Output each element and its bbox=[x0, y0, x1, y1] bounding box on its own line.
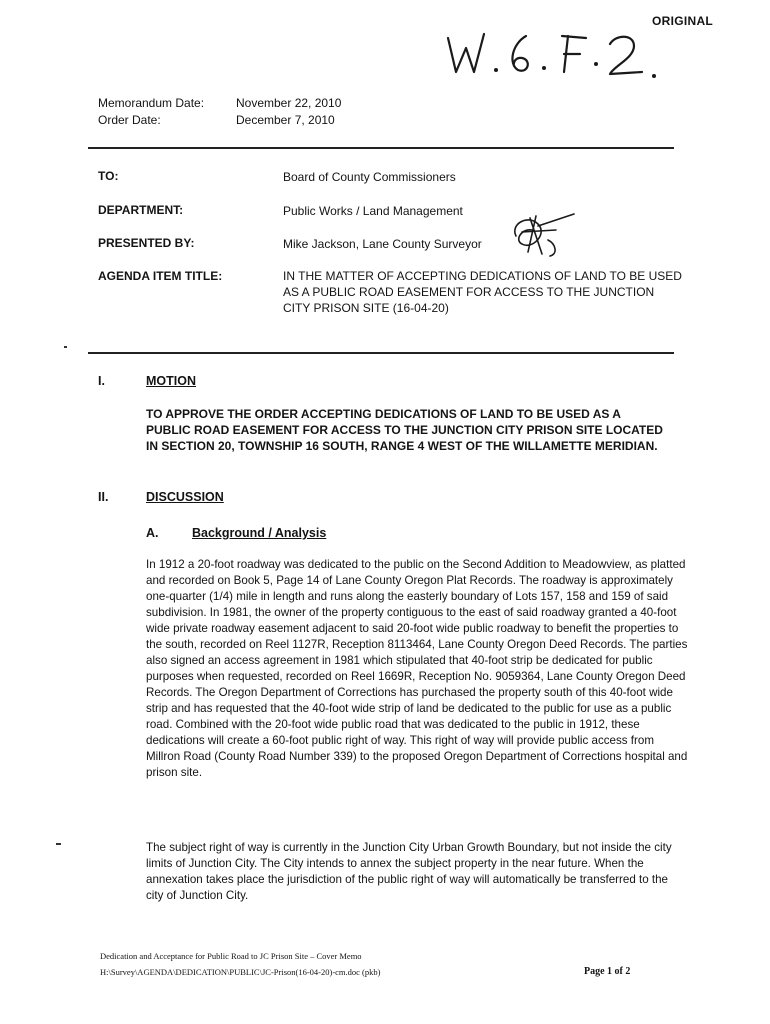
section-2-title: DISCUSSION bbox=[146, 490, 224, 504]
page-number: Page 1 of 2 bbox=[584, 966, 631, 977]
footer-line-2: H:\Survey\AGENDA\DEDICATION\PUBLIC\JC-Prison(16-04-20)-cm.doc (pkb) bbox=[100, 967, 381, 977]
presented-by-value: Mike Jackson, Lane County Surveyor bbox=[283, 237, 482, 251]
order-date-label: Order Date: bbox=[98, 113, 161, 127]
department-value: Public Works / Land Management bbox=[283, 204, 463, 218]
memo-date-value: November 22, 2010 bbox=[236, 96, 342, 110]
section-divider bbox=[88, 352, 674, 354]
header-divider bbox=[88, 147, 674, 149]
subsection-a-title: Background / Analysis bbox=[192, 526, 327, 540]
original-stamp: ORIGINAL bbox=[652, 14, 714, 28]
scan-speck bbox=[64, 346, 67, 348]
motion-text: TO APPROVE THE ORDER ACCEPTING DEDICATIONS OF LAND TO BE USED AS A PUBLIC ROAD EASEMENT FOR ACCESS TO THE JUNCTION CITY PRISON SITE LOCATED IN SECTION 20, TOWNSHIP 16 SOUTH, RANGE 4 WEST OF THE WILLAMETTE MERIDIAN. bbox=[146, 407, 663, 453]
memo-date-label: Memorandum Date: bbox=[98, 96, 205, 110]
handwritten-reference bbox=[440, 18, 670, 84]
background-paragraph-1: In 1912 a 20-foot roadway was dedicated to the public on the Second Addition to Meadowview, as platted and recorded on Book 5, Page 14 of Lane County Oregon Plat Records. The roadway is approximately one-quarter (1/4) mile in length and runs along the easterly boundary of Lots 157, 158 and 159 of said subdivision. In 1981, the owner of the property contiguous to the east of said roadway granted a 40-foot wide private roadway easement adjacent to said 20-foot wide public roadway to benefit the properties to the south, recorded on Reel 1127R, Reception 8113464, Lane County Oregon Deed Records. The parties also signed an access agreement in 1981 which stipulated that 40-foot strip be dedicated for public purposes when requested, recorded on Reel 1669R, Reception No. 9059364, Lane County Oregon Deed Records. The Oregon Department of Corrections has purchased the property south of this 40-foot wide strip and has requested that the 40-foot wide strip of land be dedicated to the public for use as a public road. Combined with the 20-foot wide public road that was dedicated to the public in 1912, these dedications will create a 60-foot public right of way. This right of way will provide public access from Millron Road (County Road Number 339) to the proposed Oregon Department of Corrections hospital and prison site. bbox=[146, 558, 688, 779]
section-1-title: MOTION bbox=[146, 374, 196, 388]
background-paragraph-2: The subject right of way is currently in the Junction City Urban Growth Boundary, but not inside the city limits of Junction City. The City intends to annex the subject property in the near future. When the annexation takes place the jurisdiction of the public right of way will automatically be transferred to the city of Junction City. bbox=[146, 841, 672, 902]
subsection-a-number: A. bbox=[146, 526, 159, 540]
presented-by-label: PRESENTED BY: bbox=[98, 236, 195, 250]
to-value: Board of County Commissioners bbox=[283, 170, 456, 184]
agenda-item-title-label: AGENDA ITEM TITLE: bbox=[98, 269, 223, 283]
department-label: DEPARTMENT: bbox=[98, 203, 184, 217]
section-1-number: I. bbox=[98, 374, 105, 388]
section-2-number: II. bbox=[98, 490, 109, 504]
initials-signature bbox=[508, 210, 588, 262]
agenda-item-title-value: IN THE MATTER OF ACCEPTING DEDICATIONS OF LAND TO BE USED AS A PUBLIC ROAD EASEMENT FOR ACCESS TO THE JUNCTION CITY PRISON SITE (16-04-20) bbox=[283, 269, 682, 315]
to-label: TO: bbox=[98, 169, 119, 183]
order-date-value: December 7, 2010 bbox=[236, 113, 335, 127]
footer-line-1: Dedication and Acceptance for Public Road to JC Prison Site – Cover Memo bbox=[100, 951, 362, 961]
scan-speck bbox=[56, 843, 61, 845]
